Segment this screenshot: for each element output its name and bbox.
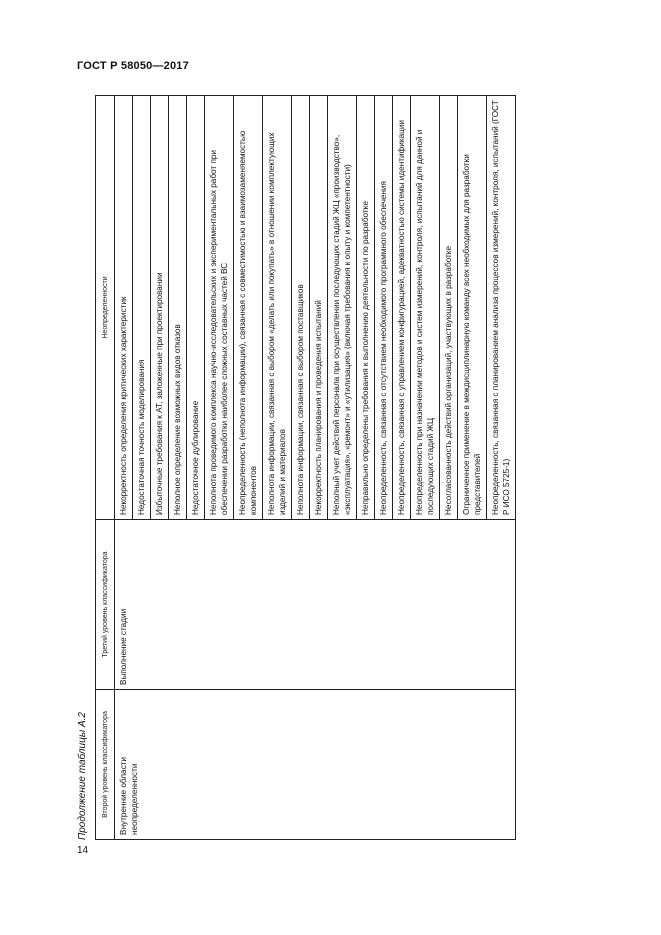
cell-uncertainty: Неопределенность (неполнота информации), связанная с совместимостью и взаимозаменяемостью компонентов	[234, 96, 263, 520]
cell-uncertainty: Неполнота проведимого комплекса научно-исследовательских и экспериментальных работ при обеспечении разработки наиболее сложных составных частей ВС	[205, 96, 234, 520]
cell-uncertainty: Неполнота информации, связанная с выбором «делать или покупать» в отношении комплектующих изделий и материалов	[263, 96, 292, 520]
table-body	[115, 96, 516, 840]
cell-uncertainty: Недостаточная точность моделирования	[133, 96, 151, 520]
cell-uncertainty: Неопределенность, связанная с управлением конфигурацией, адекватностью системы идентификации	[393, 96, 411, 520]
cell-uncertainty: Неправильно определены требования к выполнению деятельности по разработке	[357, 96, 375, 520]
table-caption: Продолжение таблицы А.2	[77, 712, 88, 840]
cell-level3-value: Выполнение стадии	[115, 520, 516, 690]
cell-uncertainty: Некорректность определения критических характеристик	[115, 96, 133, 520]
cell-uncertainty: Избыточные требования к АТ, заложенные при проектировании	[151, 96, 169, 520]
column-header-uncertainties: Неопределенности	[96, 96, 115, 520]
rotated-table-area	[77, 90, 607, 840]
cell-level2-value: Внутренние области неопределенности	[115, 690, 516, 840]
document-header: ГОСТ Р 58050—2017	[77, 60, 189, 72]
cell-uncertainty: Несогласованность действий организаций, участвующих в разработке	[440, 96, 458, 520]
cell-uncertainty: Недостаточное дублирование	[187, 96, 205, 520]
cell-uncertainty: Неполное определение возможных видов отказов	[169, 96, 187, 520]
cell-uncertainty: Неполный учет действий персонала при осуществлении последующих стадий ЖЦ «производство», «эксплуатация», «ремонт» и «утилизация» (включая требования к опыту и компетентности)	[328, 96, 357, 520]
cell-uncertainty: Ограниченное применение в междисциплинарную команду всех необходимых для разработки представителей	[458, 96, 487, 520]
column-header-level3: Третий уровень классификатора	[96, 520, 115, 690]
classification-table	[95, 95, 516, 840]
cell-uncertainty: Неполнота информации, связанная с выбором поставщиков	[292, 96, 310, 520]
cell-uncertainty: Некорректность планирования и проведения испытаний	[310, 96, 328, 520]
column-header-level2: Второй уровень классификатора	[96, 690, 115, 840]
cell-uncertainty: Неопределенность при назначении методов и систем измерений, контроля, испытаний для данной и последующих стадий ЖЦ	[411, 96, 440, 520]
cell-uncertainty: Неопределенность, связанная с отсутствием необходимого программного обеспечения	[375, 96, 393, 520]
table-row	[115, 96, 133, 840]
cell-uncertainty: Неопределенность, связанная с планированием анализа процессов измерений, контроля, испытаний (ГОСТ Р ИСО 5725-1)	[487, 96, 516, 520]
page-number: 14	[77, 845, 89, 856]
table-header-row	[96, 96, 115, 840]
